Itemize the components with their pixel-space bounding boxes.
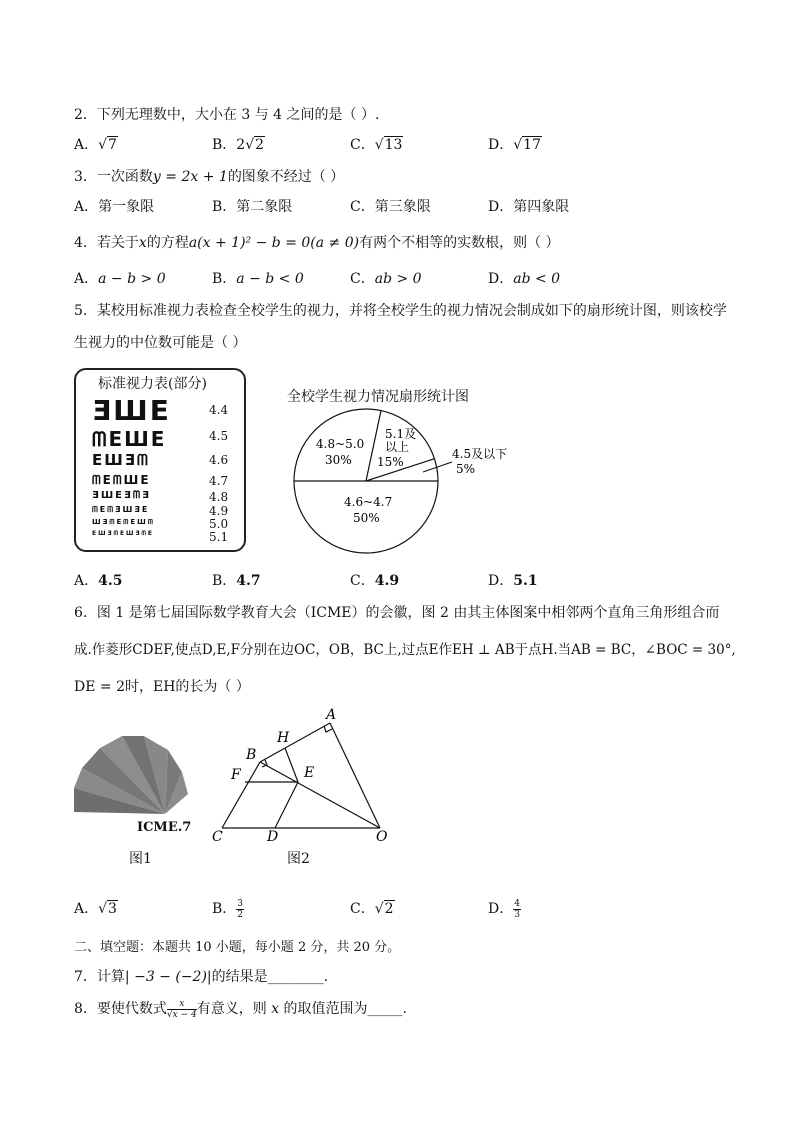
right-angle-a (324, 726, 332, 732)
point-h-label: H (277, 730, 290, 746)
eye-chart-title: 标准视力表(部分) (98, 376, 207, 392)
pie-title: 全校学生视力情况扇形统计图 (287, 389, 469, 405)
q3-option-b: B．第二象限 (212, 199, 293, 215)
point-o-label: O (376, 829, 388, 845)
q2-option-b: B．2√2 (212, 137, 265, 153)
eye-value-7: 5.0 (209, 517, 229, 531)
q5-option-d: D．5.1 (488, 573, 538, 589)
q2-option-d: D．√17 (488, 137, 541, 153)
q5-stem-line1: 5．某校用标准视力表检查全校学生的视力，并将全校学生的视力情况会制成如下的扇形统计图，则该校学 (74, 303, 727, 319)
eye-chart-row-4: ᗰEᗰШE (92, 473, 151, 487)
point-f-label: F (231, 767, 241, 783)
geometry-figure (200, 705, 410, 845)
pie-chart (280, 400, 540, 560)
q4-option-a: A．a − b > 0 (74, 271, 166, 287)
q2-option-a: A．√7 (74, 137, 117, 153)
q4-options (74, 268, 724, 288)
q3-option-a: A．第一象限 (74, 199, 155, 215)
q3-option-d: D．第四象限 (488, 199, 570, 215)
q2-option-c: C．√13 (350, 137, 403, 153)
pie-pct-50: 50% (353, 511, 380, 525)
q5-options (74, 570, 724, 590)
point-b-label: B (246, 747, 257, 763)
fig2-caption: 图2 (287, 851, 310, 867)
q5-option-c: C．4.9 (350, 573, 400, 589)
q6-stem-line3: DE = 2时，EH的长为（ ） (74, 679, 250, 695)
q6-option-d: D． $\frac{4}{3}$ (488, 898, 520, 920)
eye-value-6: 4.9 (209, 504, 229, 518)
q5-stem-line2: 生视力的中位数可能是（ ） (74, 335, 247, 351)
icme-logo (70, 730, 200, 820)
point-c-label: C (212, 829, 223, 845)
q4-stem: 4．若关于x的方程a(x + 1)² − b = 0(a ≠ 0)有两个不相等的实数根，则（ ） (74, 235, 560, 251)
eye-value-3: 4.6 (209, 453, 229, 467)
point-d-label: D (267, 829, 279, 845)
q6-options (74, 898, 724, 918)
q8-fraction: $\frac{x}{√x - 4}$ (166, 998, 197, 1020)
eye-chart-row-5: ƎШEƎᗰƎ (92, 490, 151, 501)
eye-chart-row-3: EШƎᗰ (92, 451, 150, 469)
segment-cb (222, 762, 260, 828)
pie-label-51-l1: 5.1及 (385, 427, 417, 441)
icme-logo-text: ICME.7 (137, 820, 192, 835)
pie-pct-15: 15% (377, 455, 404, 469)
eye-value-4: 4.7 (209, 474, 229, 488)
pie-label-45: 4.5及以下 (452, 447, 508, 461)
q2-options (74, 134, 724, 154)
q8-stem: 8．要使代数式 $\frac{x}{√x - 4}$ 有意义，则 x 的取值范围为_____. (74, 998, 407, 1020)
q6-option-a: A．√3 (74, 901, 117, 917)
point-e-label: E (304, 765, 315, 781)
q3-options (74, 196, 724, 216)
pie-pct-30: 30% (325, 453, 352, 467)
eye-chart-row-1: ƎШE (92, 394, 171, 427)
pie-label-48-50: 4.8~5.0 (316, 437, 365, 451)
point-a-label: A (326, 707, 337, 723)
q6-stem-line1: 6．图 1 是第七届国际数学教育大会（ICME）的会徽，图 2 由其主体图案中相邻两个直角三角形组合而 (74, 605, 720, 621)
segment-bo (260, 762, 380, 828)
q3-option-c: C．第三象限 (350, 199, 431, 215)
eye-chart-row-6: ᗰEᗰƎШƎE (92, 505, 150, 514)
fig1-caption: 图1 (129, 851, 152, 867)
q2-stem: 2．下列无理数中，大小在 3 与 4 之间的是（ ）. (74, 107, 380, 123)
eye-value-2: 4.5 (209, 429, 229, 443)
eye-value-5: 4.8 (209, 490, 229, 504)
pie-label-51-l2: 以上 (385, 440, 410, 454)
q3-stem: 3．一次函数y = 2x + 1的图象不经过（ ） (74, 169, 345, 185)
eye-value-1: 4.4 (209, 403, 229, 417)
pie-label-46-47: 4.6~4.7 (344, 495, 393, 509)
q7-stem: 7．计算| −3 − (−2)|的结果是________. (74, 969, 329, 985)
eye-chart-row-7: ШƎᗰEᗰEШᗰ (92, 518, 155, 526)
segment-de (275, 782, 298, 828)
segment-ao (330, 723, 380, 828)
q4-option-c: C．ab > 0 (350, 271, 422, 287)
q6-stem-line2: 成.作菱形CDEF,使点D,E,F分别在边OC，OB，BC上,过点E作EH ⊥ AB于点H.当AB = BC，∠BOC = 30°, (74, 642, 736, 658)
q5-option-a: A．4.5 (74, 573, 123, 589)
segment-ba (260, 723, 330, 762)
eye-chart-row-2: ᗰEШE (92, 427, 167, 451)
eye-chart-row-8: EШƎᗰEШƎᗰE (92, 530, 154, 537)
section-2-heading: 二、填空题：本题共 10 小题，每小题 2 分，共 20 分。 (74, 940, 401, 955)
eye-value-8: 5.1 (209, 530, 229, 544)
q6-option-b: B． $\frac{3}{2}$ (212, 898, 244, 920)
q4-option-b: B．a − b < 0 (212, 271, 304, 287)
q6-option-c: C．√2 (350, 901, 394, 917)
q4-option-d: D．ab < 0 (488, 271, 561, 287)
q5-option-b: B．4.7 (212, 573, 261, 589)
pie-pct-5: 5% (456, 462, 476, 476)
